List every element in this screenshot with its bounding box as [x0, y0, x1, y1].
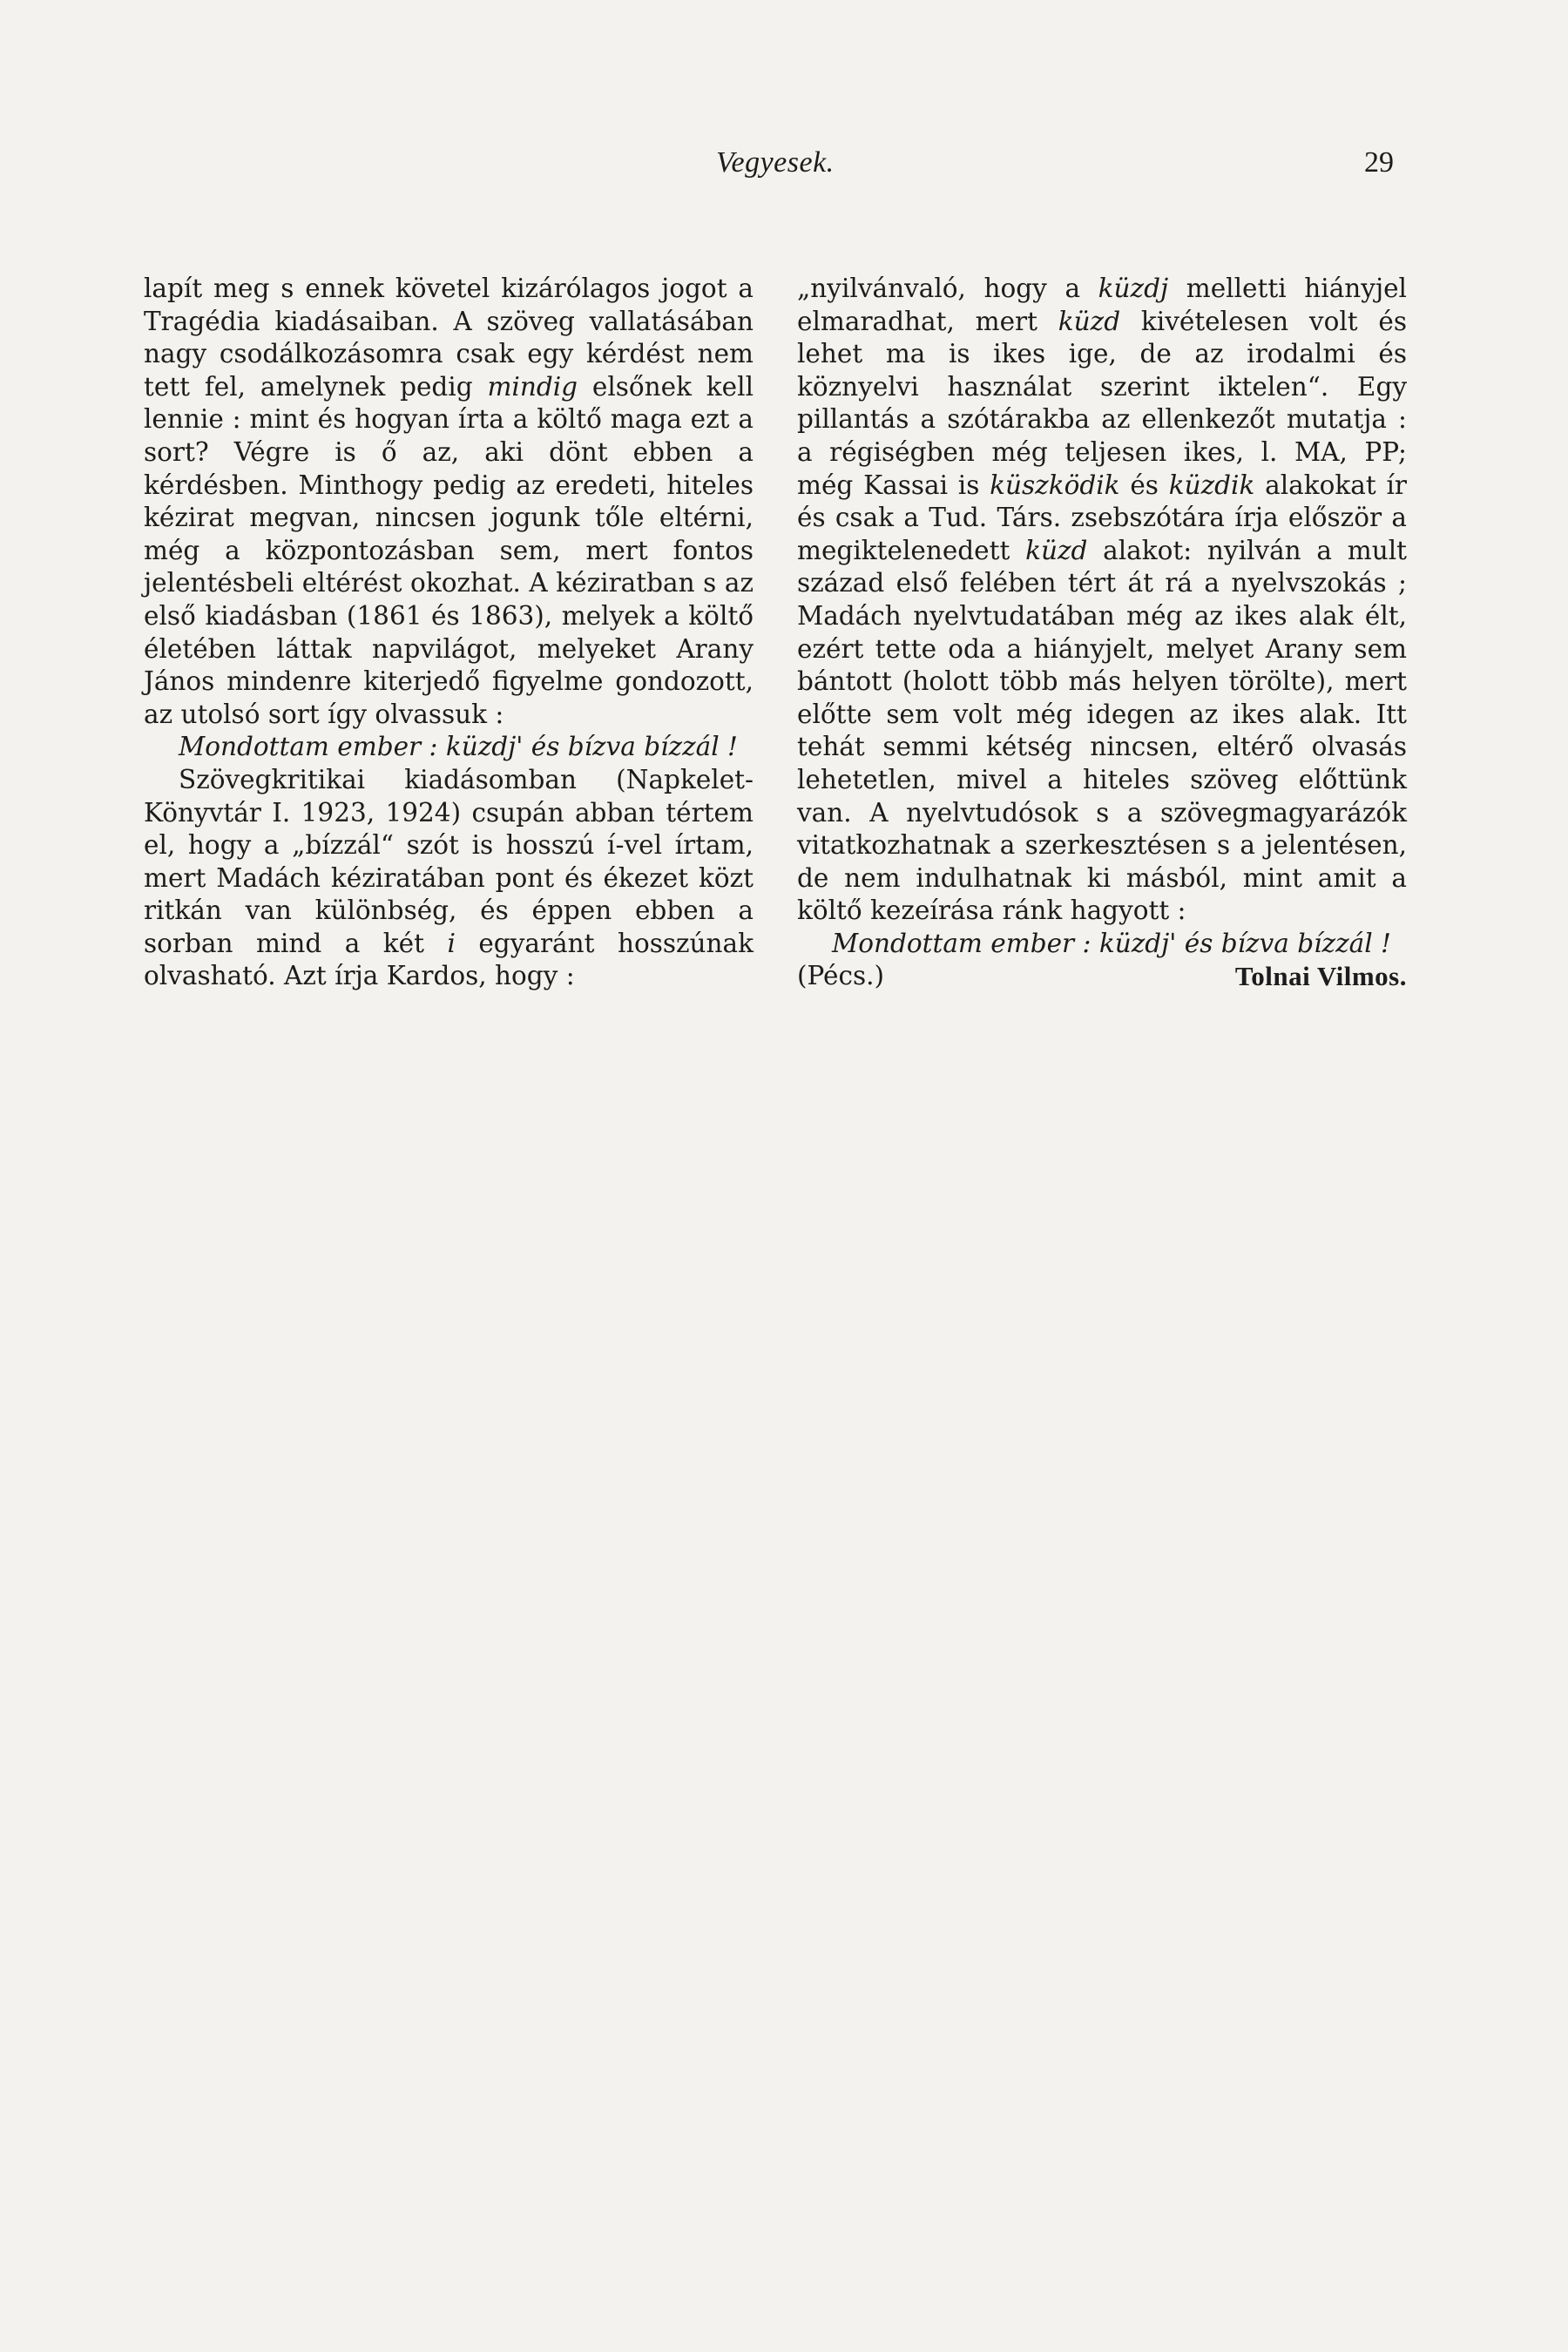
text-span: melletti hiányjel elmaradhat, mert: [797, 274, 1407, 336]
author-name: Tolnai Vilmos.: [1234, 961, 1407, 992]
text-span: alakot: nyilván a mult század első felében tért át rá a nyelvszokás ; Madách nyelvtudatában még az ikes alak élt, ezért tette oda a hiányjelt, melyet Arany sem bántott (holott több más helyen törölte), mert előtte sem volt még idegen az ikes alak. Itt tehát semmi kétség nincsen, eltérő olvasás lehetetlen, mivel a hiteles szöveg előttünk van. A nyelvtudósok s a szövegmagyarázók vitatkozhatnak a szerkesztésen s a jelentésen, de nem indulhatnak ki másból, mint amit a költő kezeírása ránk hagyott :: [797, 535, 1408, 926]
text-span: alakokat ír és csak a Tud. Társ. zsebszótára írja először a megiktelenedett: [797, 470, 1407, 565]
left-paragraph-1: [144, 273, 754, 731]
text-span: Szövegkritikai kiadásomban (Napkelet-Könyvtár I. 1923, 1924) csupán abban tértem el, hogy a „bízzál“ szót is hosszú í-vel írtam, mert Madách kéziratában pont és ékezet közt ritkán van különbség, és éppen ebben a sorban mind a két: [144, 764, 754, 958]
left-paragraph-2: [144, 764, 754, 993]
emphasis: i: [447, 928, 456, 958]
text-span: egyaránt hosszúnak olvasható. Azt írja Kardos, hogy :: [144, 928, 754, 991]
page-number: 29: [1364, 146, 1394, 179]
emphasis: küzdik: [1168, 470, 1255, 500]
emphasis: küzdj: [1098, 274, 1169, 303]
text-span: lapít meg s ennek követel kizárólagos jogot a Tragédia kiadásaiban. A szöveg vallatásában nagy csodálkozásomra csak egy kérdést nem tett fel, amelynek pedig: [144, 274, 754, 402]
right-paragraph-1: [797, 273, 1407, 928]
emphasis: küzd: [1058, 306, 1121, 336]
text-span: és: [1119, 470, 1169, 500]
text-span: kivételesen volt és lehet ma is ikes ige, de az irodalmi és köznyelvi használat szerint iktelen“. Egy pillantás a szótárakba az ellenkezőt mutatja : a régiségben még teljesen ikes, l. MA, PP; még Kassai is: [797, 306, 1407, 500]
text-span: elsőnek kell lennie : mint és hogyan írta a költő maga ezt a sort? Végre is ő az, aki dönt ebben a kérdésben. Minthogy pedig az eredeti, hiteles kézirat megvan, nincsen jogunk tőle eltérni, még a központozásban sem, mert fontos jelentésbeli eltérést okozhat. A kéziratban s az első kiadásban (1861 és 1863), melyek a költő életében láttak napvilágot, melyeket Arany János mindenre kiterjedő figyelme gondozott, az utolsó sort így olvassuk :: [144, 371, 754, 729]
right-quote: Mondottam ember : küzdj' és bízva bízzál !: [832, 928, 1391, 958]
running-header: [0, 146, 1568, 190]
right-column: [797, 273, 1407, 993]
emphasis: mindig: [487, 371, 578, 402]
emphasis: küzd: [1025, 535, 1088, 565]
signature-line: [797, 960, 1407, 993]
left-column: [144, 273, 754, 993]
emphasis: küszködik: [990, 470, 1120, 500]
running-title: Vegyesek.: [716, 146, 835, 179]
left-quote: Mondottam ember : küzdj' és bízva bízzál !: [179, 732, 738, 762]
place-of-writing: (Pécs.): [797, 961, 885, 991]
text-span: „nyilvánvaló, hogy a: [797, 274, 1098, 303]
